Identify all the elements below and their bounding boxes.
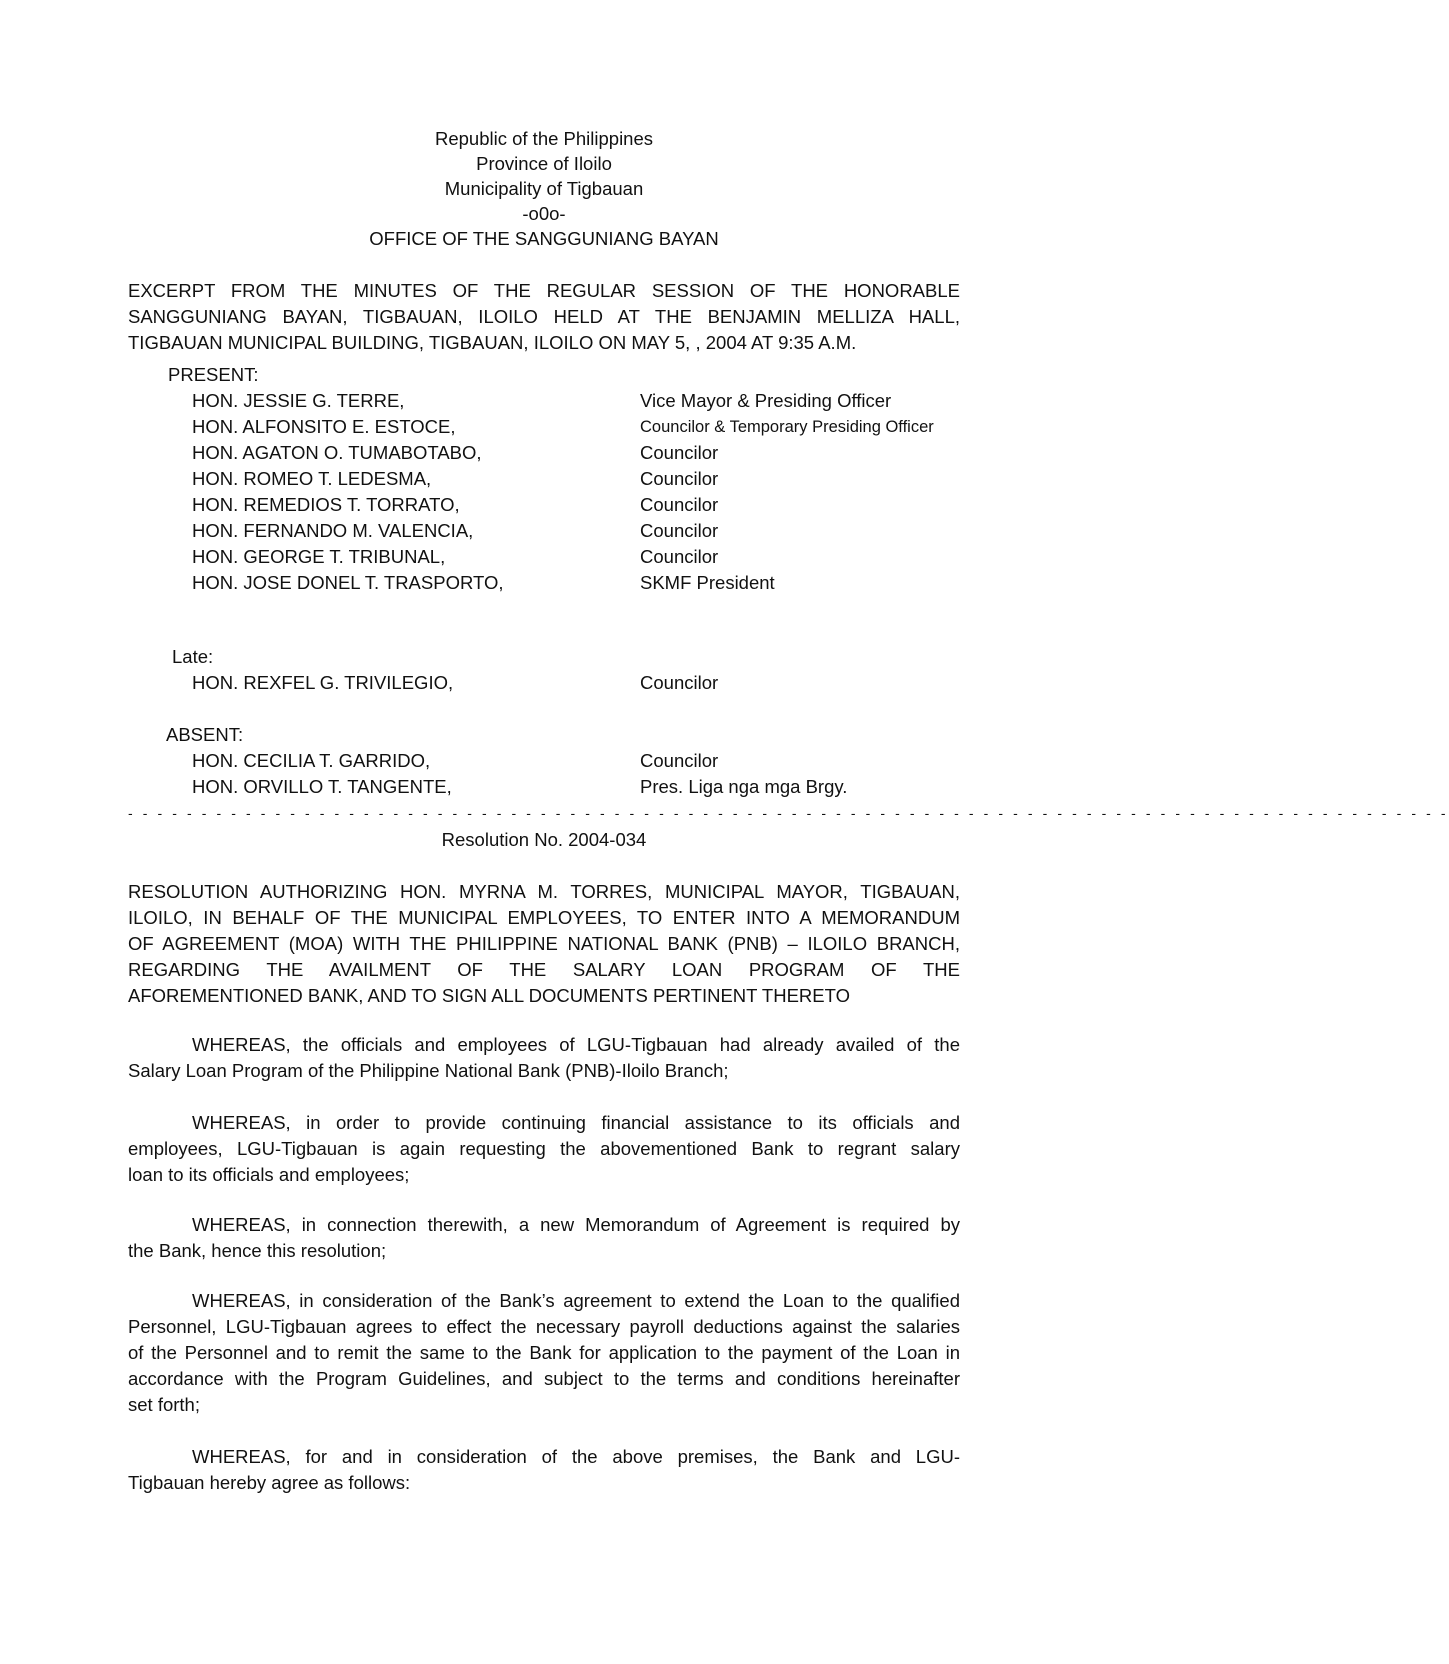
whereas-line: of the Personnel and to remit the same to the Bank for application to the payment of the Loan in (128, 1342, 960, 1363)
attendee-name: HON. ALFONSITO E. ESTOCE, (192, 416, 456, 437)
attendee-position: Vice Mayor & Presiding Officer (640, 390, 892, 411)
header-province: Province of Iloilo (476, 153, 612, 174)
header-municipality: Municipality of Tigbauan (444, 178, 644, 199)
attendee-name: HON. ROMEO T. LEDESMA, (192, 468, 432, 489)
whereas-line: WHEREAS, in connection therewith, a new Memorandum of Agreement is required by (192, 1214, 960, 1235)
attendee-name: HON. REMEDIOS T. TORRATO, (192, 494, 460, 515)
whereas-line: WHEREAS, the officials and employees of LGU-Tigbauan had already availed of the (192, 1034, 960, 1055)
whereas-line: WHEREAS, in consideration of the Bank’s agreement to extend the Loan to the qualified (192, 1290, 960, 1311)
attendee-position: Pres. Liga nga mga Brgy. (640, 776, 848, 797)
whereas-line: WHEREAS, for and in consideration of the above premises, the Bank and LGU- (192, 1446, 960, 1467)
whereas-line: Salary Loan Program of the Philippine National Bank (PNB)-Iloilo Branch; (128, 1060, 729, 1081)
attendee-row (0, 518, 1088, 544)
whereas-line: accordance with the Program Guidelines, and subject to the terms and conditions hereinafter (128, 1368, 960, 1389)
attendee-position: Councilor (640, 468, 719, 489)
whereas-clause (128, 1444, 960, 1496)
attendee-position: Councilor (640, 442, 719, 463)
attendee-position: Councilor (640, 494, 719, 515)
document-header (0, 126, 1088, 251)
excerpt-paragraph (128, 278, 960, 356)
attendee-position: SKMF President (640, 572, 775, 593)
attendee-position: Councilor (640, 520, 719, 541)
attendee-row (0, 748, 1088, 774)
attendee-name: HON. CECILIA T. GARRIDO, (192, 750, 431, 771)
attendee-row (0, 492, 1088, 518)
resolution-title-line: RESOLUTION AUTHORIZING HON. MYRNA M. TORRES, MUNICIPAL MAYOR, TIGBAUAN, (128, 881, 960, 902)
excerpt-line: SANGGUNIANG BAYAN, TIGBAUAN, ILOILO HELD AT THE BENJAMIN MELLIZA HALL, (128, 306, 960, 327)
resolution-title-line: OF AGREEMENT (MOA) WITH THE PHILIPPINE NATIONAL BANK (PNB) – ILOILO BRANCH, (128, 933, 960, 954)
attendee-position: Councilor & Temporary Presiding Officer (640, 418, 934, 436)
attendee-position: Councilor (640, 750, 719, 771)
whereas-clause (128, 1212, 960, 1264)
attendee-name: HON. FERNANDO M. VALENCIA, (192, 520, 474, 541)
absent-label: ABSENT: (166, 724, 244, 745)
whereas-line: set forth; (128, 1394, 200, 1415)
excerpt-line: TIGBAUAN MUNICIPAL BUILDING, TIGBAUAN, ILOILO ON MAY 5, , 2004 AT 9:35 A.M. (128, 332, 857, 353)
attendee-row (0, 466, 1088, 492)
attendee-position: Councilor (640, 546, 719, 567)
attendee-row (0, 440, 1088, 466)
attendee-row (0, 414, 1088, 440)
whereas-clause (128, 1288, 960, 1418)
whereas-clause (128, 1032, 960, 1084)
whereas-line: the Bank, hence this resolution; (128, 1240, 387, 1261)
attendee-position: Councilor (640, 672, 719, 693)
attendee-row (0, 670, 1088, 696)
present-label: PRESENT: (168, 364, 259, 385)
excerpt-line: EXCERPT FROM THE MINUTES OF THE REGULAR SESSION OF THE HONORABLE (128, 280, 960, 301)
whereas-line: loan to its officials and employees; (128, 1164, 410, 1185)
late-label: Late: (172, 646, 214, 667)
attendee-row (0, 544, 1088, 570)
attendee-name: HON. GEORGE T. TRIBUNAL, (192, 546, 446, 567)
header-ornament: -o0o- (522, 203, 566, 224)
attendee-row (0, 388, 1088, 414)
attendee-name: HON. JESSIE G. TERRE, (192, 390, 405, 411)
resolution-title-line: AFOREMENTIONED BANK, AND TO SIGN ALL DOCUMENTS PERTINENT THERETO (128, 985, 850, 1006)
whereas-line: Personnel, LGU-Tigbauan agrees to effect the necessary payroll deductions against the salaries (128, 1316, 960, 1337)
attendee-name: HON. ORVILLO T. TANGENTE, (192, 776, 452, 797)
whereas-line: employees, LGU-Tigbauan is again requesting the abovementioned Bank to regrant salary (128, 1138, 960, 1159)
header-office: OFFICE OF THE SANGGUNIANG BAYAN (369, 228, 719, 249)
attendee-name: HON. REXFEL G. TRIVILEGIO, (192, 672, 454, 693)
resolution-title (128, 879, 960, 1009)
attendee-row (0, 774, 1088, 800)
resolution-number: Resolution No. 2004-034 (441, 829, 647, 850)
attendee-name: HON. AGATON O. TUMABOTABO, (192, 442, 482, 463)
attendee-row (0, 570, 1088, 596)
dashed-separator: - - - - - - - - - - - - - - - - - - - - - - - - - - - - - - - - - - - - - - - - - - - - - - - - - - - - - - - - - - - - - - - - - - - - - - - - - - - - - - - - - - - - - - - - - - (128, 805, 1449, 821)
whereas-line: Tigbauan hereby agree as follows: (128, 1472, 411, 1493)
whereas-clause (128, 1110, 960, 1188)
header-republic: Republic of the Philippines (434, 128, 654, 149)
resolution-title-line: ILOILO, IN BEHALF OF THE MUNICIPAL EMPLOYEES, TO ENTER INTO A MEMORANDUM (128, 907, 960, 928)
whereas-line: WHEREAS, in order to provide continuing financial assistance to its officials and (192, 1112, 960, 1133)
attendee-name: HON. JOSE DONEL T. TRASPORTO, (192, 572, 504, 593)
resolution-title-line: REGARDING THE AVAILMENT OF THE SALARY LOAN PROGRAM OF THE (128, 959, 960, 980)
